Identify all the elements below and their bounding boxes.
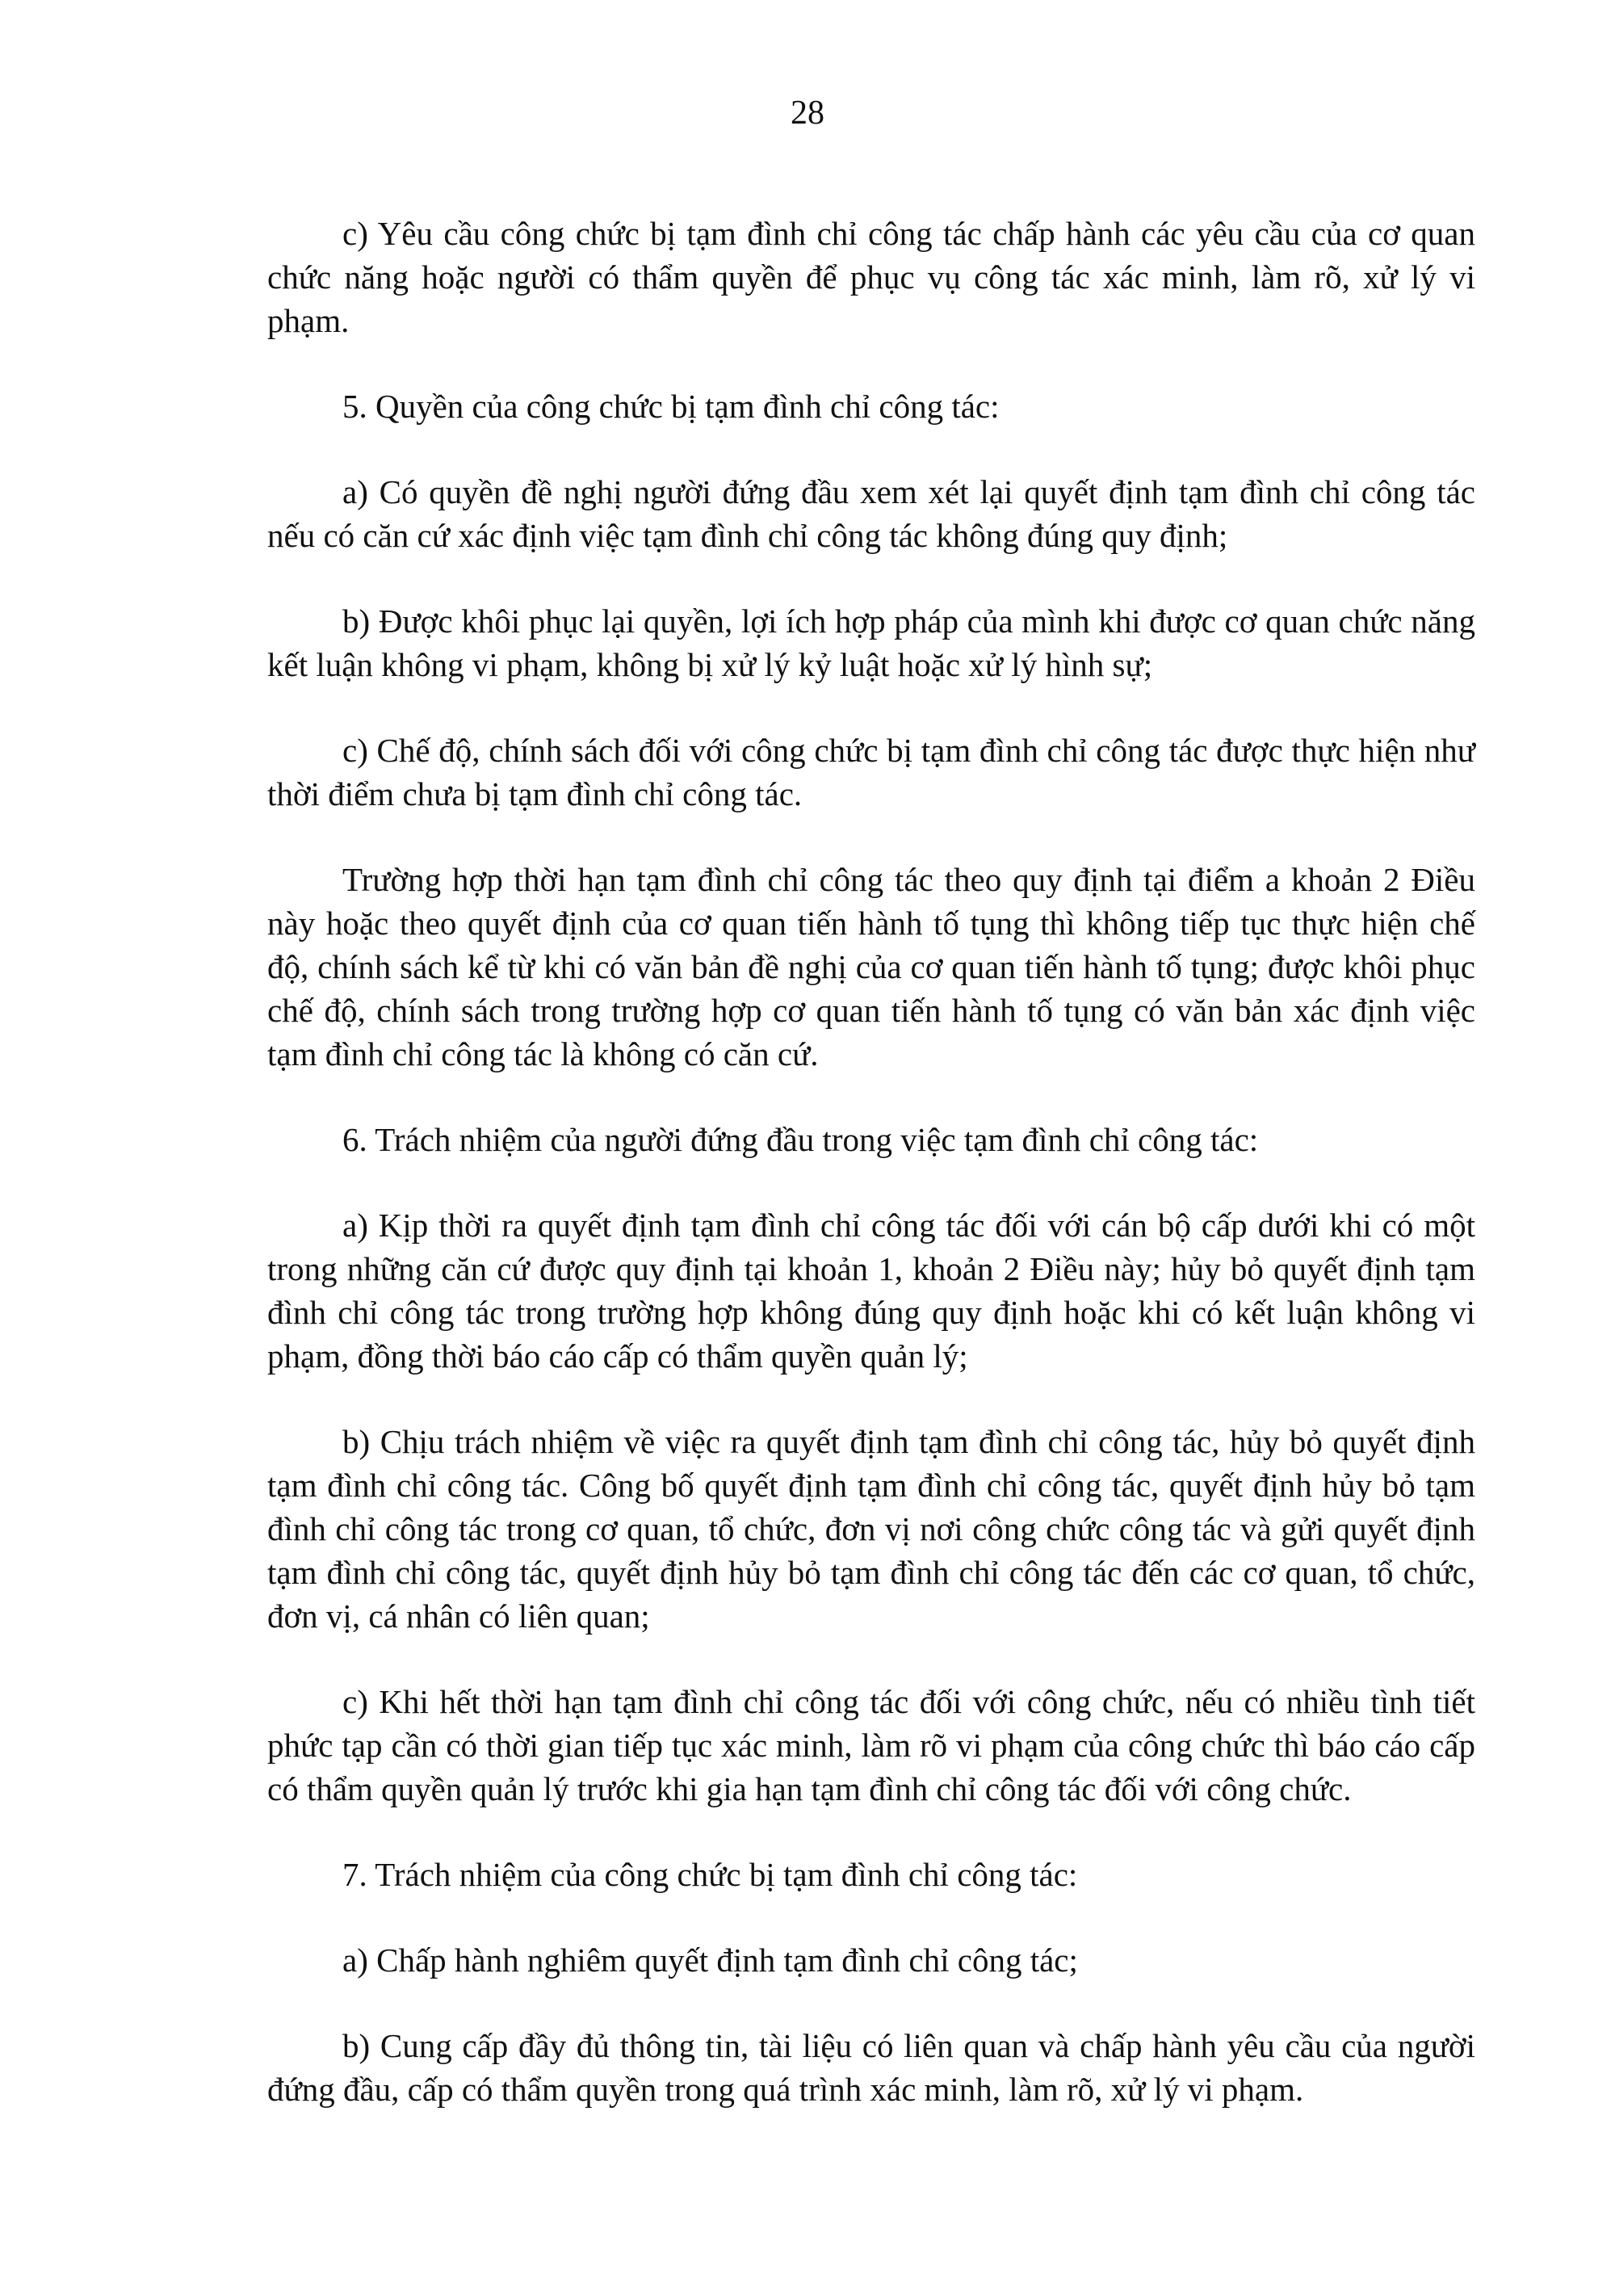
heading-section-5: 5. Quyền của công chức bị tạm đình chỉ công tác: xyxy=(342,388,1000,425)
paragraph-5b: b) Được khôi phục lại quyền, lợi ích hợp pháp của mình khi được cơ quan chức năng kết luận không vi phạm, không bị xử lý kỷ luật hoặc xử lý hình sự; xyxy=(267,602,1475,683)
document-body xyxy=(267,212,1475,2153)
paragraph-5c: c) Chế độ, chính sách đối với công chức bị tạm đình chỉ công tác được thực hiện như thời điểm chưa bị tạm đình chỉ công tác. xyxy=(267,732,1475,812)
paragraph-6a: a) Kịp thời ra quyết định tạm đình chỉ công tác đối với cán bộ cấp dưới khi có một trong những căn cứ được quy định tại khoản 1, khoản 2 Điều này; hủy bỏ quyết định tạm đình chỉ công tác trong trường hợp không đúng quy định hoặc khi có kết luận không vi phạm, đồng thời báo cáo cấp có thẩm quyền quản lý; xyxy=(267,1207,1475,1375)
paragraph-5-note: Trường hợp thời hạn tạm đình chỉ công tác theo quy định tại điểm a khoản 2 Điều này hoặc theo quyết định của cơ quan tiến hành tố tụng thì không tiếp tục thực hiện chế độ, chính sách kể từ khi có văn bản đề nghị của cơ quan tiến hành tố tụng; được khôi phục chế độ, chính sách trong trường hợp cơ quan tiến hành tố tụng có văn bản xác định việc tạm đình chỉ công tác là không có căn cứ. xyxy=(267,861,1475,1072)
paragraph-5a: a) Có quyền đề nghị người đứng đầu xem xét lại quyết định tạm đình chỉ công tác nếu có căn cứ xác định việc tạm đình chỉ công tác không đúng quy định; xyxy=(267,473,1475,554)
paragraph-6b: b) Chịu trách nhiệm về việc ra quyết định tạm đình chỉ công tác, hủy bỏ quyết định tạm đình chỉ công tác. Công bố quyết định tạm đình chỉ công tác, quyết định hủy bỏ tạm đình chỉ công tác trong cơ quan, tổ chức, đơn vị nơi công chức công tác và gửi quyết định tạm đình chỉ công tác, quyết định hủy bỏ tạm đình chỉ công tác đến các cơ quan, tổ chức, đơn vị, cá nhân có liên quan; xyxy=(267,1423,1475,1635)
heading-section-7: 7. Trách nhiệm của công chức bị tạm đình chỉ công tác: xyxy=(342,1856,1078,1893)
paragraph-4c-request: c) Yêu cầu công chức bị tạm đình chỉ công tác chấp hành các yêu cầu của cơ quan chức năng hoặc người có thẩm quyền để phục vụ công tác xác minh, làm rõ, xử lý vi phạm. xyxy=(267,215,1475,339)
paragraph-7a: a) Chấp hành nghiêm quyết định tạm đình chỉ công tác; xyxy=(342,1941,1078,1979)
paragraph-6c: c) Khi hết thời hạn tạm đình chỉ công tác đối với công chức, nếu có nhiều tình tiết phức tạp cần có thời gian tiếp tục xác minh, làm rõ vi phạm của công chức thì báo cáo cấp có thẩm quyền quản lý trước khi gia hạn tạm đình chỉ công tác đối với công chức. xyxy=(267,1683,1475,1807)
heading-section-6: 6. Trách nhiệm của người đứng đầu trong việc tạm đình chỉ công tác: xyxy=(342,1121,1259,1158)
page-number: 28 xyxy=(791,94,824,132)
paragraph-7b: b) Cung cấp đầy đủ thông tin, tài liệu có liên quan và chấp hành yêu cầu của người đứng đầu, cấp có thẩm quyền trong quá trình xác minh, làm rõ, xử lý vi phạm. xyxy=(267,2027,1475,2108)
